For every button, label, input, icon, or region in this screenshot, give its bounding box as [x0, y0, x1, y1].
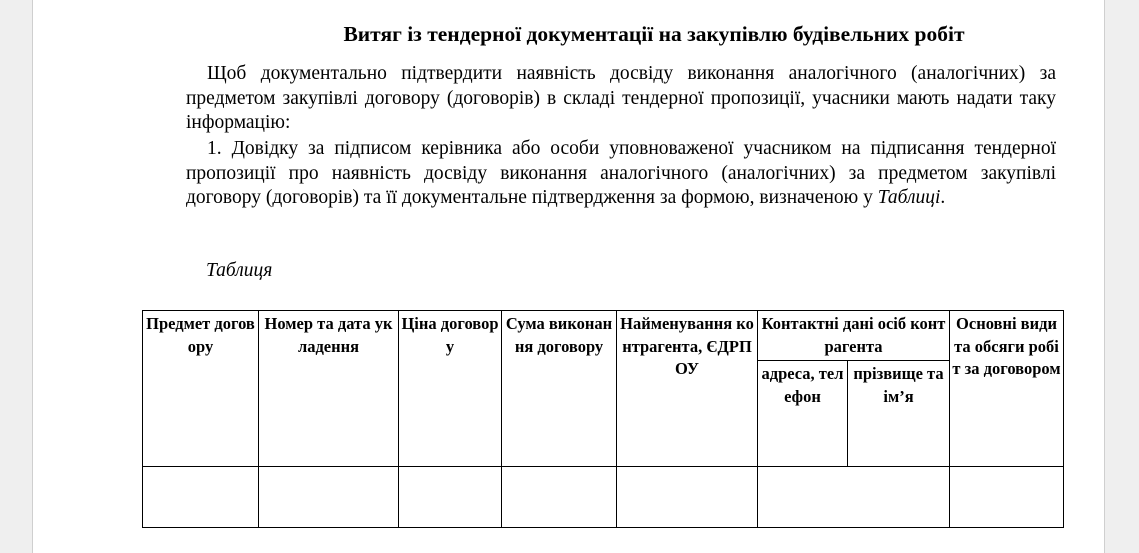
table-reference: Таблиці [877, 187, 941, 208]
cell-price[interactable] [399, 467, 502, 528]
document-page [32, 0, 1105, 553]
document-title: Витяг із тендерної документації на закупівлю будівельних робіт [343, 22, 965, 46]
header-counterparty: Найменування контрагента, ЄДРПОУ [617, 311, 758, 467]
cell-works[interactable] [950, 467, 1064, 528]
header-contacts-address: адреса, телефон [758, 361, 848, 467]
header-contacts-name: прізвище та ім’я [848, 361, 950, 467]
requirement-paragraph [186, 137, 1056, 211]
intro-paragraph [186, 62, 1056, 136]
cell-subject[interactable] [143, 467, 259, 528]
cell-counterparty[interactable] [617, 467, 758, 528]
cell-number-date[interactable] [259, 467, 399, 528]
cell-contacts[interactable] [758, 467, 950, 528]
header-row [143, 311, 1064, 361]
header-works: Основні види та обсяги робіт за договором [950, 311, 1064, 467]
requirement-text: 1. Довідку за підписом керівника або особи уповноваженої учасником на підписання тендерної пропозиції про наявність досвіду виконання аналогічного (аналогічних) за предметом закупівлі договору (договорів) та її документальне підтвердження за формою, визначеною у [186, 138, 1056, 208]
header-contacts: Контактні дані осіб контрагента [758, 311, 950, 361]
table-row [143, 467, 1064, 528]
header-number-date: Номер та дата укладення [259, 311, 399, 467]
header-subject: Предмет договору [143, 311, 259, 467]
experience-table [142, 310, 1064, 528]
requirement-end: . [940, 187, 946, 208]
intro-paragraph-text: Щоб документально підтвердити наявність досвіду виконання аналогічного (аналогічних) за предметом закупівлі договору (договорів) в складі тендерної пропозиції, учасники мають надати таку інформацію: [186, 63, 1056, 133]
header-amount: Сума виконання договору [502, 311, 617, 467]
header-price: Ціна договору [399, 311, 502, 467]
cell-amount[interactable] [502, 467, 617, 528]
table-caption: Таблиця [206, 260, 273, 281]
